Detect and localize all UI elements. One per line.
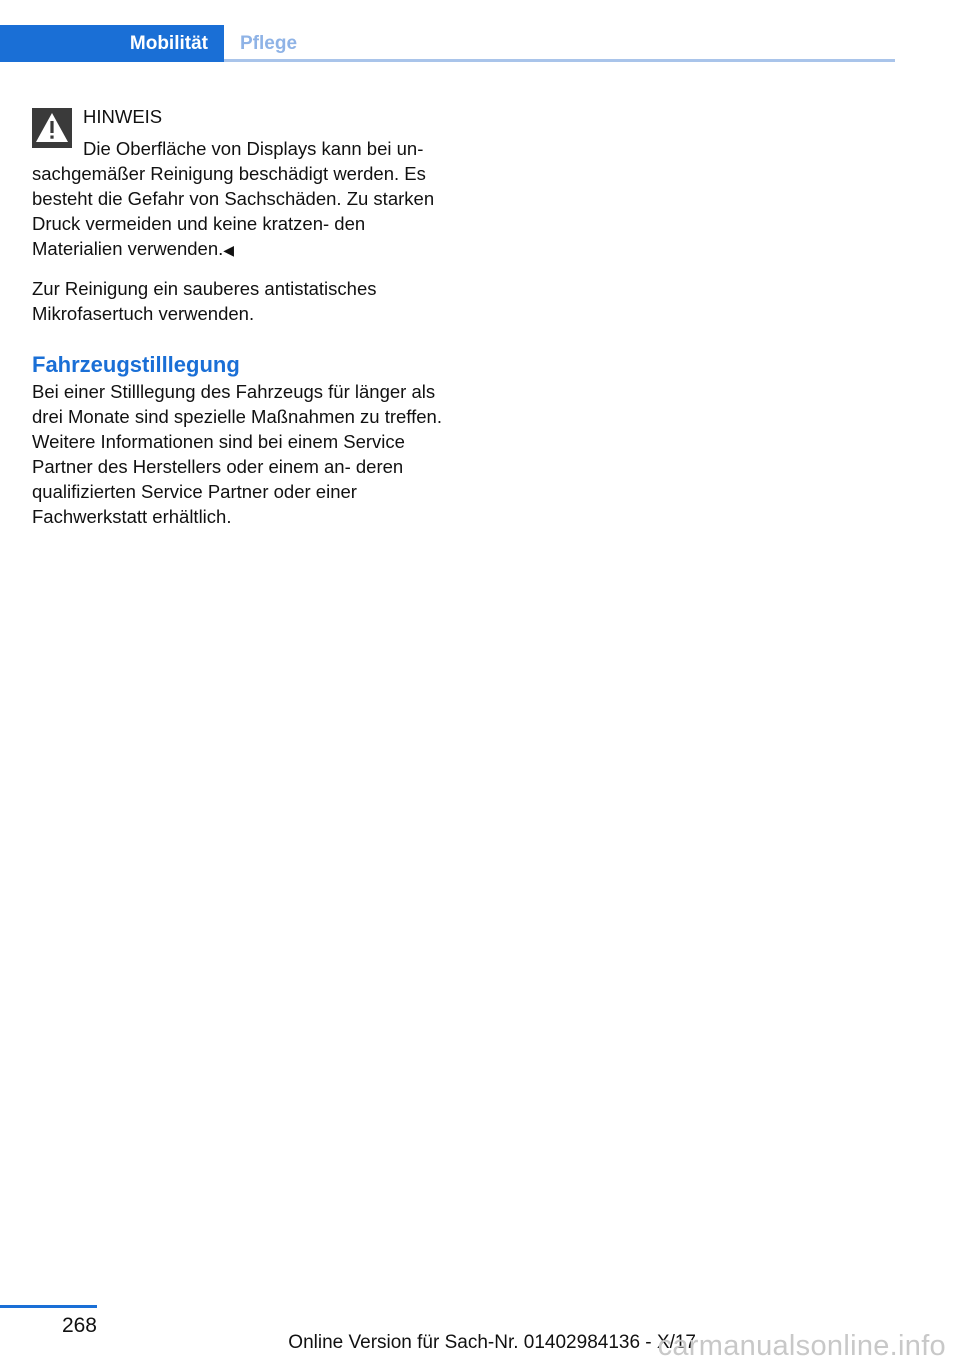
page-number: 268 <box>61 1314 97 1337</box>
warning-triangle-icon <box>32 108 72 148</box>
section-heading: Fahrzeugstilllegung <box>32 352 240 377</box>
warning-text-rest: sachgemäßer Reinigung beschädigt werden. Es besteht die Gefahr von Sachschäden. Zu starken Druck vermeiden und keine kratzen‐ den Materialien verwenden. <box>32 163 435 259</box>
footer-divider <box>0 1305 97 1308</box>
tab-mobilitaet[interactable]: Mobilität <box>0 25 224 62</box>
section-body: Bei einer Stilllegung des Fahrzeugs für länger als drei Monate sind spezielle Maßnahmen zu treffen. Weitere Informationen sind bei einem Service Partner des Herstellers oder einem an‐ deren qualifizierten Service Partner oder einer Fachwerkstatt erhältlich. <box>32 381 442 527</box>
warning-text-first-line: Die Oberfläche von Displays kann bei un‐ <box>83 138 424 159</box>
warning-title: HINWEIS <box>83 106 163 127</box>
warning-text <box>32 161 448 263</box>
footer-online-version: Online Version für Sach-Nr. 01402984136 - X/17 <box>288 1332 696 1353</box>
end-mark-icon: ◀ <box>223 242 235 258</box>
watermark: carmanualsonline.info <box>657 1330 946 1362</box>
warning-box <box>32 104 448 263</box>
main-content <box>32 104 448 529</box>
tab-pflege[interactable]: Pflege <box>240 33 298 54</box>
header-bar <box>0 25 895 62</box>
paragraph-cleaning: Zur Reinigung ein sauberes antistatisches Mikrofasertuch verwenden. <box>32 278 377 324</box>
